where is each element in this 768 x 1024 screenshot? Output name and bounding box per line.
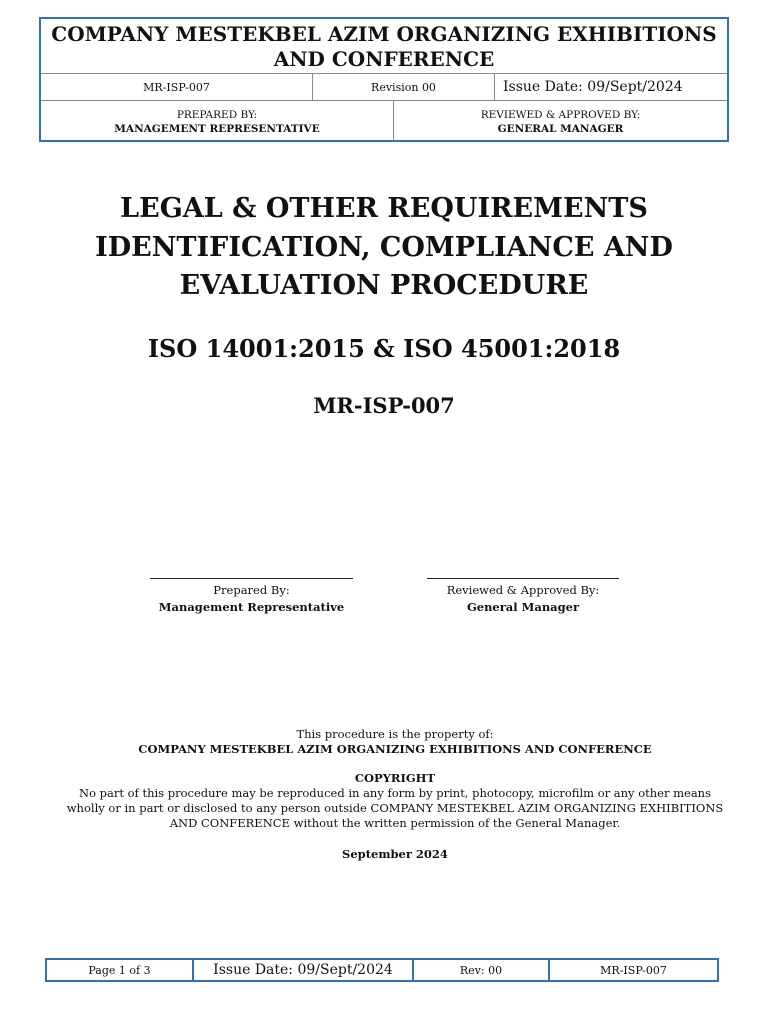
prepared-by-label: Prepared By: xyxy=(213,583,290,597)
prepared-signature-block xyxy=(150,578,353,616)
iso-standards: ISO 14001:2015 & ISO 45001:2018 xyxy=(147,334,621,363)
header-prepared-cell xyxy=(41,101,394,141)
header-reviewed-cell xyxy=(394,101,727,141)
footer-doc-code: MR-ISP-007 xyxy=(600,963,667,977)
document-code: MR-ISP-007 xyxy=(313,393,455,418)
company-name-line1: COMPANY MESTEKBEL AZIM ORGANIZING EXHIBITIONS xyxy=(51,22,717,46)
document-footer xyxy=(45,958,719,982)
property-notice xyxy=(60,727,730,862)
document-title xyxy=(0,190,768,306)
reviewed-by-label: Reviewed & Approved By: xyxy=(446,583,600,597)
property-company: COMPANY MESTEKBEL AZIM ORGANIZING EXHIBITIONS AND CONFERENCE xyxy=(138,742,652,756)
copyright-line1: No part of this procedure may be reproduced in any form by print, photocopy, microfilm or any other means xyxy=(79,786,711,800)
copyright-heading: COPYRIGHT xyxy=(354,771,436,785)
header-revision: Revision 00 xyxy=(313,74,495,100)
footer-revision: Rev: 00 xyxy=(414,960,550,980)
company-name xyxy=(41,19,727,74)
title-line2: IDENTIFICATION, COMPLIANCE AND xyxy=(95,231,673,263)
footer-issue-date: Issue Date: 09/Sept/2024 xyxy=(194,960,414,980)
prepared-by-name: Management Representative xyxy=(158,600,345,614)
header-prepared-label: PREPARED BY: xyxy=(176,109,258,121)
header-reviewed-name: GENERAL MANAGER xyxy=(497,123,624,135)
header-approval-row xyxy=(41,101,727,141)
footer-page-number: Page 1 of 3 xyxy=(47,960,194,980)
copyright-line3: AND CONFERENCE without the written permission of the General Manager. xyxy=(169,816,621,830)
property-intro: This procedure is the property of: xyxy=(296,727,494,741)
header-issue-date: Issue Date: 09/Sept/2024 xyxy=(503,79,683,95)
header-meta-row xyxy=(41,74,727,101)
reviewed-by-name: General Manager xyxy=(466,600,580,614)
document-date: September 2024 xyxy=(342,847,448,861)
title-line1: LEGAL & OTHER REQUIREMENTS xyxy=(120,193,648,224)
title-line3: EVALUATION PROCEDURE xyxy=(179,270,589,301)
document-header xyxy=(39,17,729,142)
header-doc-code: MR-ISP-007 xyxy=(41,74,313,100)
company-name-line2: AND CONFERENCE xyxy=(273,47,495,71)
prepared-signature-line xyxy=(150,578,353,579)
header-prepared-name: MANAGEMENT REPRESENTATIVE xyxy=(114,123,320,135)
header-reviewed-label: REVIEWED & APPROVED BY: xyxy=(480,109,641,121)
reviewed-signature-block xyxy=(427,578,619,616)
reviewed-signature-line xyxy=(427,578,619,579)
copyright-line2: wholly or in part or disclosed to any person outside COMPANY MESTEKBEL AZIM ORGANIZING EXHIBITIONS xyxy=(66,801,724,815)
